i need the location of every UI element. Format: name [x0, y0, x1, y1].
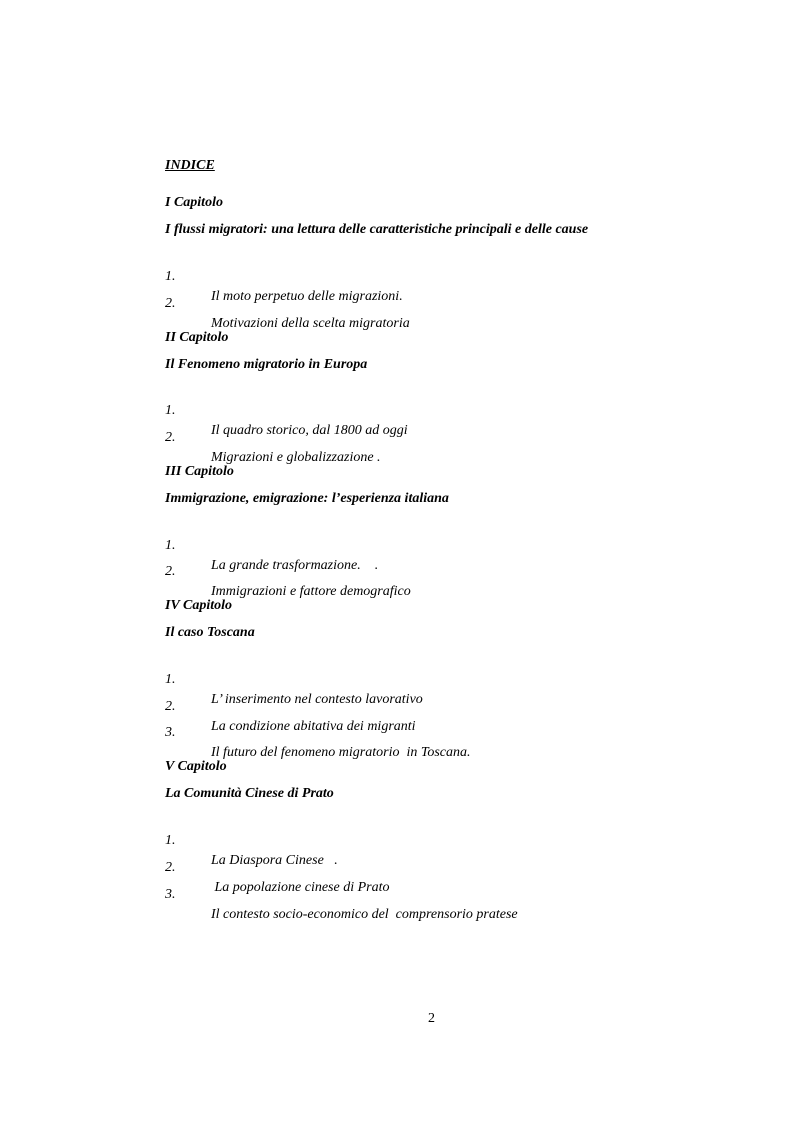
item-text: L’ inserimento nel contesto lavorativo [211, 692, 423, 707]
item-text: Immigrazioni e fattore demografico [211, 584, 411, 599]
index-title: INDICE [165, 158, 215, 173]
chapter-title: Immigrazione, emigrazione: l’esperienza italiana [165, 491, 449, 506]
item-number: 2. [165, 564, 176, 579]
chapter-label: II Capitolo [165, 330, 229, 345]
item-number: 3. [165, 887, 176, 902]
chapter-label: IV Capitolo [165, 598, 233, 613]
chapter-title: Il caso Toscana [165, 625, 255, 640]
item-text: Migrazioni e globalizzazione . [211, 450, 381, 465]
item-number: 1. [165, 403, 176, 418]
page-number: 2 [428, 1011, 435, 1026]
chapter-label: V Capitolo [165, 759, 227, 774]
item-number: 1. [165, 269, 176, 284]
item-number: 1. [165, 538, 176, 553]
item-text: Il contesto socio-economico del comprensorio pratese [211, 907, 518, 922]
chapter-label: I Capitolo [165, 195, 223, 210]
toc-item [165, 650, 765, 707]
item-number: 1. [165, 672, 176, 687]
item-number: 2. [165, 296, 176, 311]
item-text: Il futuro del fenomeno migratorio in Toscana. [211, 745, 471, 760]
chapter-title: I flussi migratori: una lettura delle caratteristiche principali e delle cause [165, 222, 589, 237]
item-text: La Diaspora Cinese . [211, 853, 338, 868]
item-text: Il moto perpetuo delle migrazioni. [211, 289, 403, 304]
item-text: La popolazione cinese di Prato [211, 880, 390, 895]
item-text: Motivazioni della scelta migratoria [211, 316, 410, 331]
item-text: La grande trasformazione. . [211, 558, 379, 573]
item-number: 2. [165, 860, 176, 875]
toc-item [165, 516, 765, 573]
chapter-title: La Comunità Cinese di Prato [165, 786, 334, 801]
toc-item [165, 247, 765, 304]
item-number: 3. [165, 725, 176, 740]
item-number: 1. [165, 833, 176, 848]
toc-item [165, 811, 765, 868]
item-text: La condizione abitativa dei migranti [211, 719, 416, 734]
chapter-title: Il Fenomeno migratorio in Europa [165, 357, 368, 372]
item-number: 2. [165, 430, 176, 445]
chapter-label: III Capitolo [165, 464, 234, 479]
item-number: 2. [165, 699, 176, 714]
toc-item [165, 381, 765, 438]
item-text: Il quadro storico, dal 1800 ad oggi [211, 423, 408, 438]
